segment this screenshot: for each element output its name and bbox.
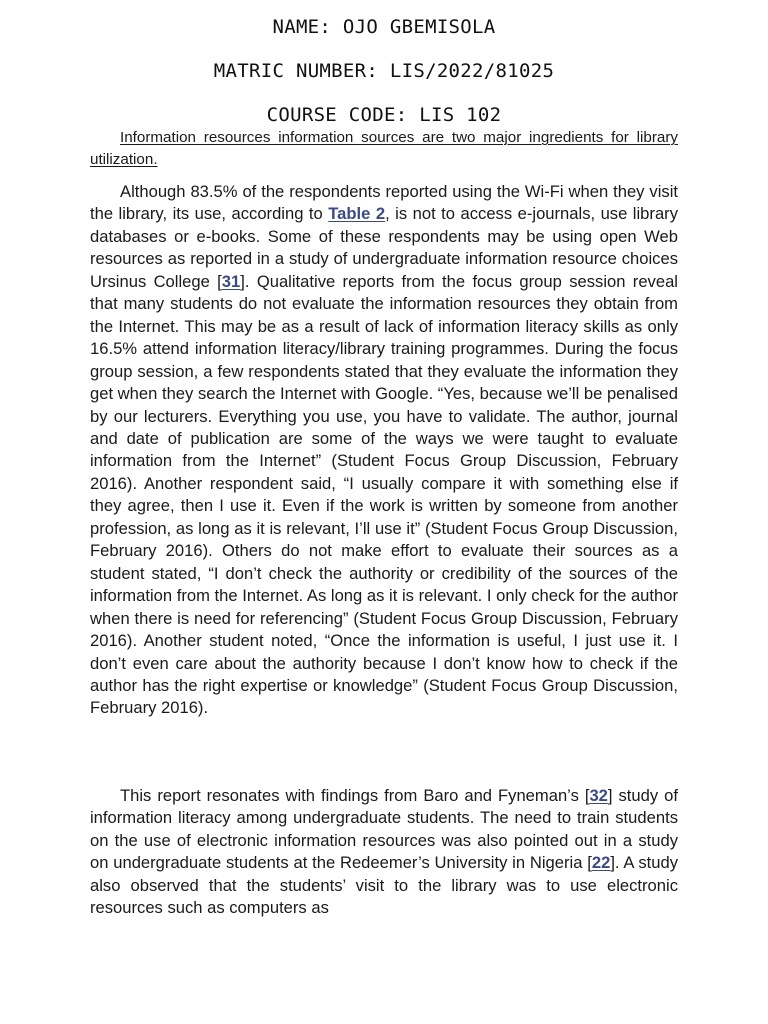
matric-number-heading: MATRIC NUMBER: LIS/2022/81025 [213,60,555,82]
citation-32-link[interactable]: 32 [589,786,608,805]
table-2-link[interactable]: Table 2 [328,204,386,224]
citation-31-link[interactable]: 31 [221,271,241,291]
paragraph-2-text-b: ] study of information literacy among undergraduate students. The need to train students on the use of electronic information resources was also pointed out in a study on undergraduate students at the Redeemer’s University in Nigeria [ [90,786,678,873]
paragraph-2-text-c: ]. A study also observed that the students’ visit to the library was to use electronic resources such as computers as [90,853,679,918]
paragraph-1-text-c: ]. Qualitative reports from the focus group session reveal that many students do not evaluate the information resources they obtain from the Internet. This may be as a result of lack of information literacy skills as only 16.5% attend information literacy/library training programmes. During the focus group session, a few respondents stated that they evaluate the information they get when they search the Internet with Google. “Yes, because we’ll be penalised by our lecturers. Everything you use, you have to validate. The author, journal and date of publication are some of the ways we were taught to evaluate information from the Internet” (Student Focus Group Discussion, February 2016). Another respondent said, “I usually compare it with something else if they agree, then I use it. Even if the work is written by someone from another profession, as long as it is relevant, I’ll use it” (Student Focus Group Discussion, February 2016). Others do not make effort to evaluate their sources as a student stated, “I don’t check the authority or credibility of the sources of the information from the Internet. As long as it is relevant. I only check for the author when there is need for referencing” (Student Focus Group Discussion, February 2016). Another student noted, “Once the information is useful, I just use it. I don’t even care about the authority because I don’t know how to check if the author has the right expertise or knowledge” (Student Focus Group Discussion, February 2016). [90,271,678,718]
body-paragraph-2 [90,785,678,920]
student-name-heading: NAME: OJO GBEMISOLA [272,16,496,38]
paragraph-1-text-a: Although 83.5% of the respondents reported using the Wi-Fi when they visit the library, its use, according to [90,182,678,224]
paragraph-1-text-b: , is not to access e-journals, use library databases or e-books. Some of these respondents may be using open Web resources as reported in a study of undergraduate information resource choices Ursinus College [ [90,204,678,291]
course-code-heading: COURSE CODE: LIS 102 [266,104,502,126]
paragraph-2-text-a: This report resonates with findings from Baro and Fyneman’s [ [120,786,590,805]
body-paragraph-1 [90,181,678,720]
intro-statement: Information resources information sources are two major ingredients for library utilization. [90,129,678,168]
citation-22-link[interactable]: 22 [591,853,611,873]
